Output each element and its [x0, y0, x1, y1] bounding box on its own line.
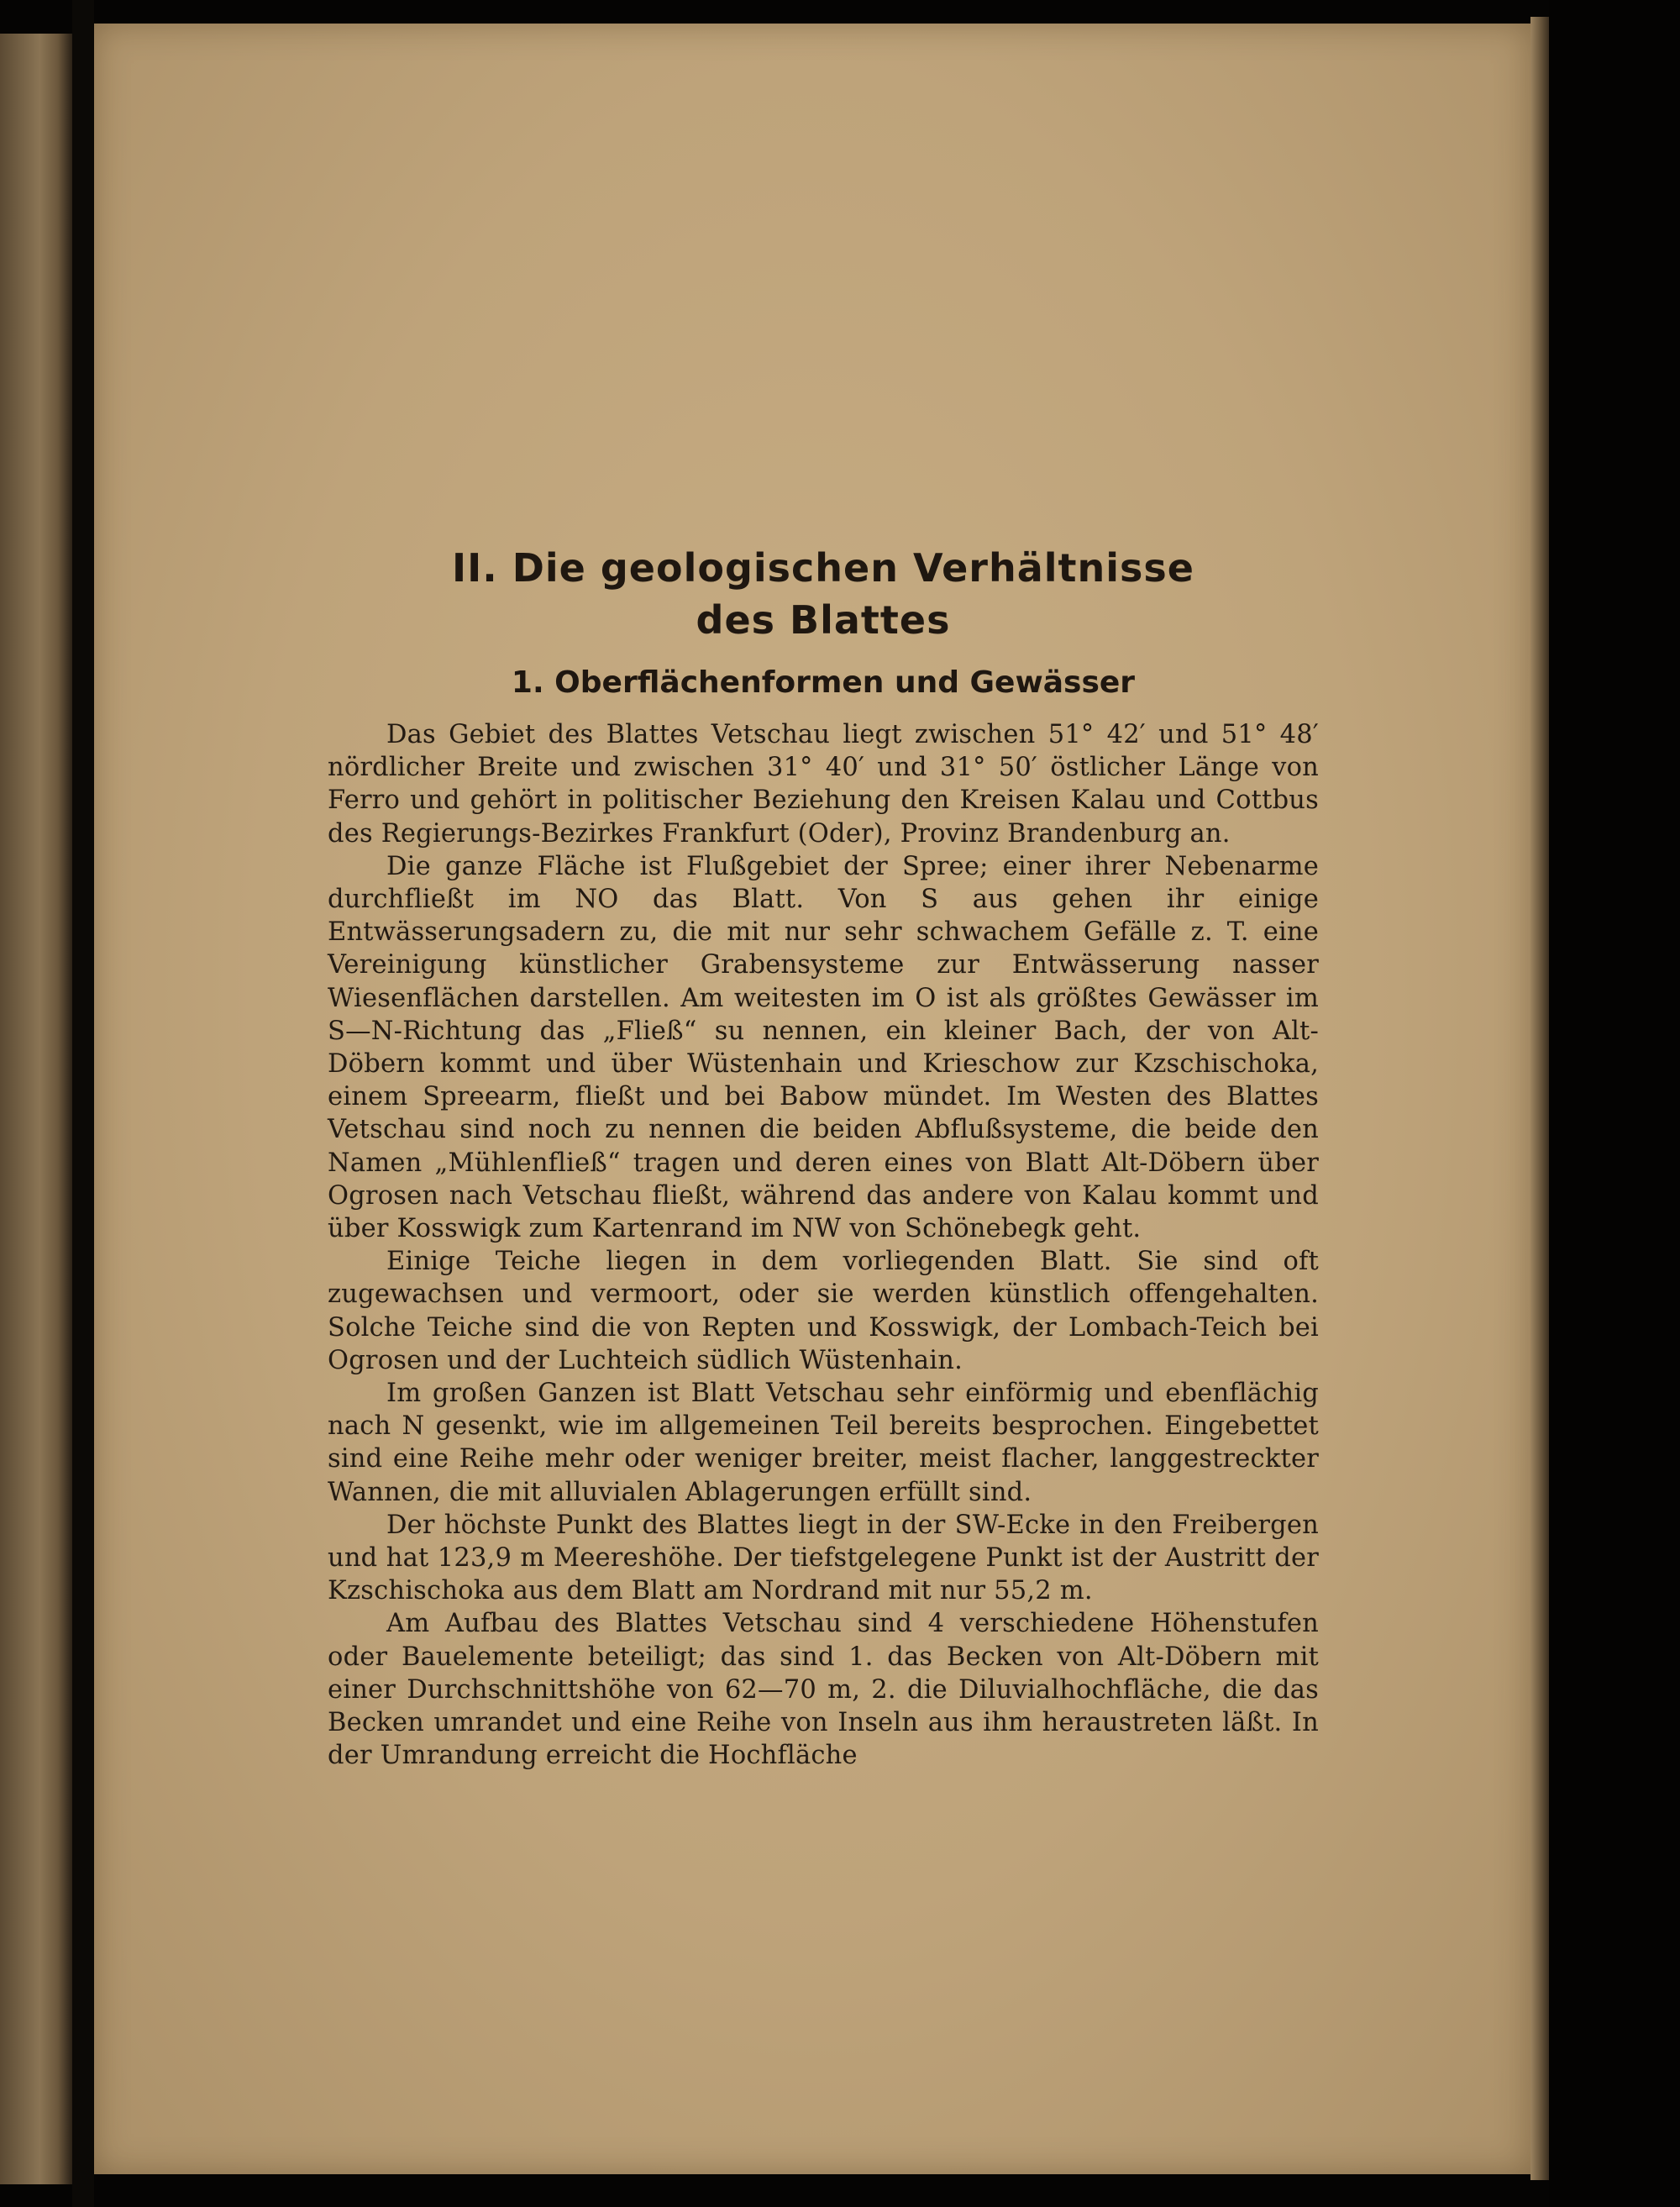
chapter-title [328, 542, 1319, 646]
page-text [328, 542, 1319, 1773]
paragraph: Das Gebiet des Blattes Vetschau liegt zwischen 51° 42′ und 51° 48′ nördlicher Breite und zwischen 31° 40′ und 31° 50′ östlicher Länge von Ferro und gehört in politischer Beziehung den Kreisen Kalau und Cottbus des Regierungs-Bezirkes Frankfurt (Oder), Provinz Brandenburg an. [328, 720, 1319, 849]
chapter-title-line: des Blattes [696, 597, 951, 643]
book-gutter [72, 0, 94, 2207]
paragraph: Der höchste Punkt des Blattes liegt in der SW-Ecke in den Freibergen und hat 123,9 m Meereshöhe. Der tiefstgelegene Punkt ist der Austritt der Kzschischoka aus dem Blatt am Nordrand mit nur 55,2 m. [328, 1510, 1319, 1606]
previous-page-edge [0, 34, 72, 2184]
section-heading: 1. Oberflächenformen und Gewässer [511, 665, 1136, 700]
paragraph: Am Aufbau des Blattes Vetschau sind 4 verschiedene Höhenstufen oder Bauelemente beteiligt; das sind 1. das Becken von Alt-Döbern mit einer Durchschnittshöhe von 62—70 m, 2. die Diluvialhochfläche, die das Becken umrandet und eine Reihe von Inseln aus ihm heraustreten läßt. In der Umrandung erreicht die Hochfläche [328, 1609, 1319, 1771]
paragraph: Im großen Ganzen ist Blatt Vetschau sehr einförmig und ebenflächig nach N gesenkt, wie im allgemeinen Teil bereits besprochen. Eingebettet sind eine Reihe mehr oder weniger breiter, meist flacher, langgestreckter Wannen, die mit alluvialen Ablagerungen erfüllt sind. [328, 1379, 1319, 1507]
scan-background [1549, 0, 1680, 2207]
chapter-title-line: II. Die geologischen Verhältnisse [451, 545, 1195, 591]
paragraph: Die ganze Fläche ist Flußgebiet der Spree; einer ihrer Nebenarme durchfließt im NO das Blatt. Von S aus gehen ihr einige Entwässerungsadern zu, die mit nur sehr schwachem Gefälle z. T. eine Vereinigung künstlicher Grabensysteme zur Entwässerung nasser Wiesenflächen darstellen. Am weitesten im O ist als größtes Gewässer im S—N-Richtung das „Fließ“ su nennen, ein kleiner Bach, der von Alt-Döbern kommt und über Wüstenhain und Krieschow zur Kzschischoka, einem Spreearm, fließt und bei Babow mündet. Im Westen des Blattes Vetschau sind noch zu nennen die beiden Abflußsysteme, die beide den Namen „Mühlenfließ“ tragen und deren eines von Blatt Alt-Döbern über Ogrosen nach Vetschau fließt, während das andere von Kalau kommt und über Kosswigk zum Kartenrand im NW von Schönebegk geht. [328, 851, 1319, 1244]
page-right-edge [1530, 17, 1549, 2180]
paragraph: Einige Teiche liegen in dem vorliegenden Blatt. Sie sind oft zugewachsen und vermoort, oder sie werden künstlich offengehalten. Solche Teiche sind die von Repten und Kosswigk, der Lombach-Teich bei Ogrosen und der Luchteich südlich Wüstenhain. [328, 1247, 1319, 1375]
